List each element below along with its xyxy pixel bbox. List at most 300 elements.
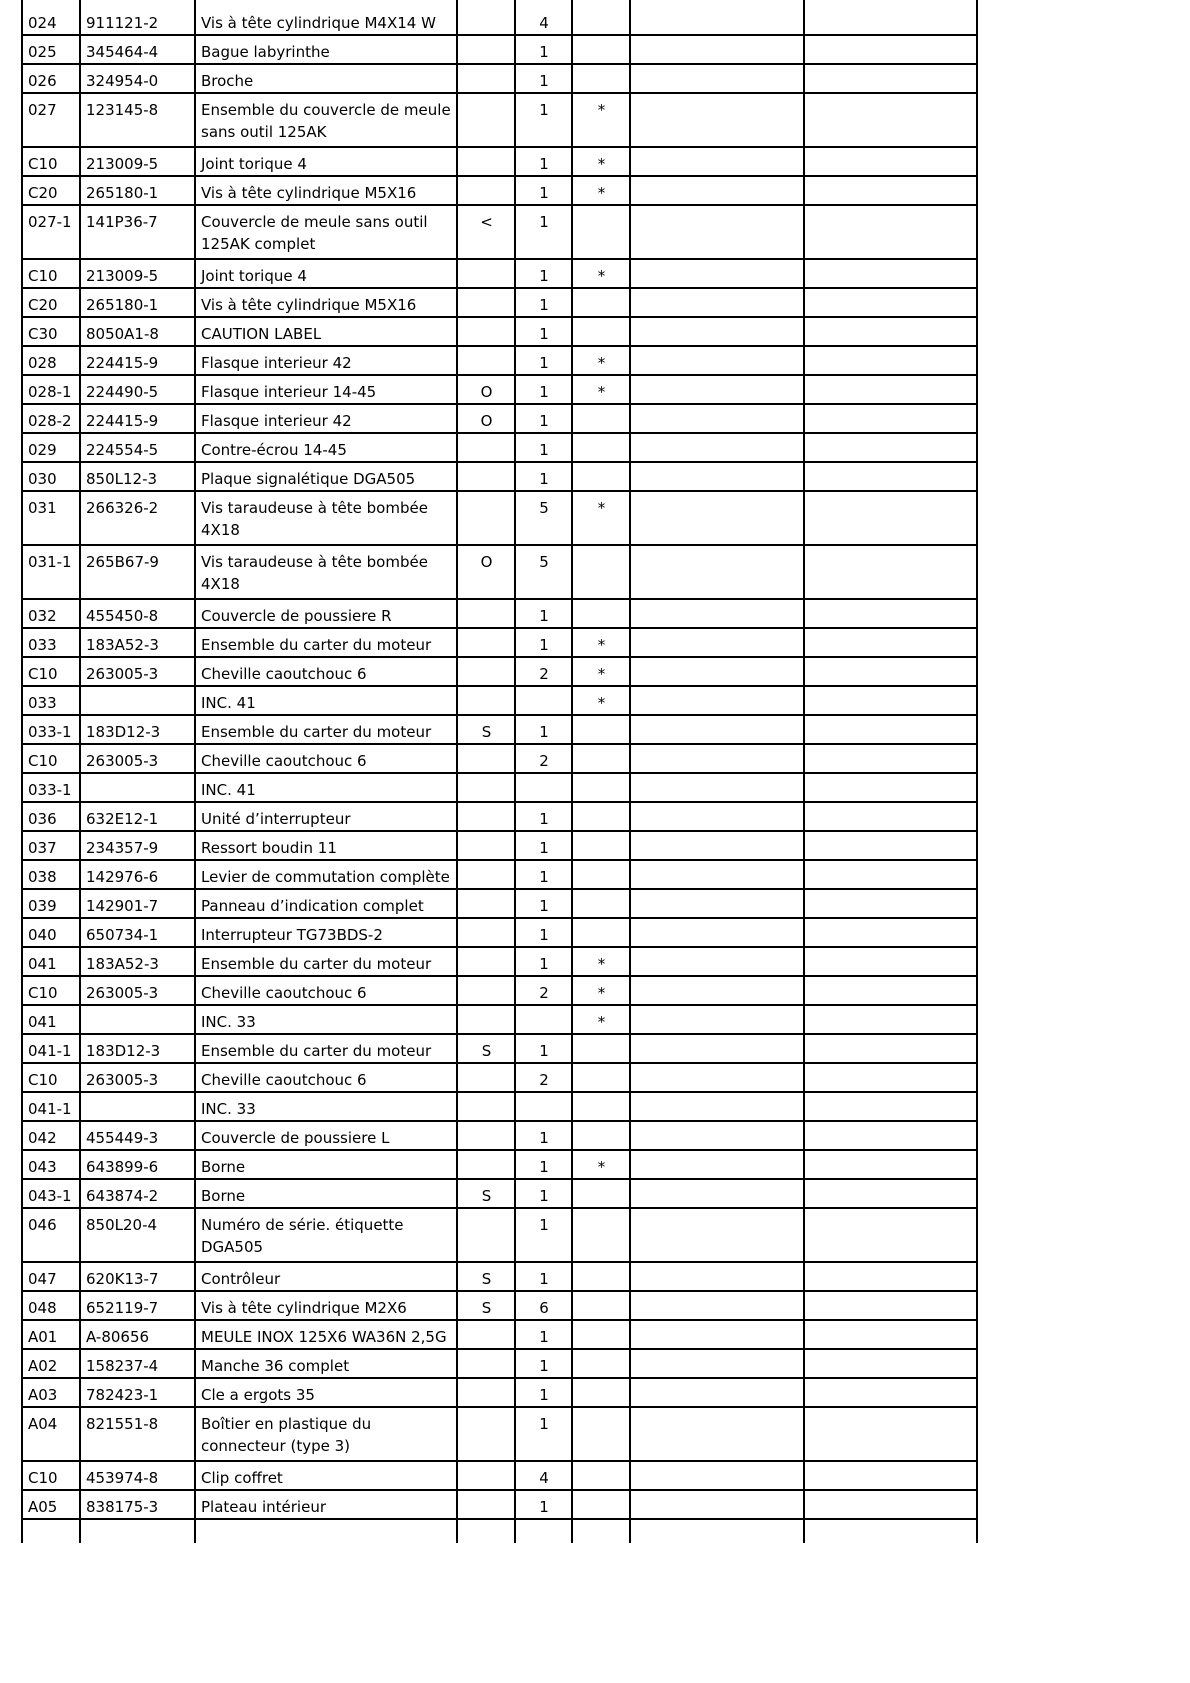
item-number-cell: 033-1 (22, 715, 80, 744)
empty-cell (804, 1150, 977, 1179)
empty-cell (630, 176, 804, 205)
empty-cell (804, 1208, 977, 1262)
note-code-cell: O (457, 404, 515, 433)
part-number-cell: 643899-6 (80, 1150, 195, 1179)
item-number-cell: C10 (22, 147, 80, 176)
item-number-cell: C10 (22, 1461, 80, 1490)
part-number-cell: 911121-2 (80, 0, 195, 35)
empty-cell (80, 1519, 195, 1543)
empty-cell (630, 802, 804, 831)
empty-cell (804, 1349, 977, 1378)
part-number-cell: 650734-1 (80, 918, 195, 947)
mark-cell (572, 1461, 630, 1490)
empty-cell (804, 1407, 977, 1461)
table-row (22, 628, 977, 657)
table-row (22, 147, 977, 176)
part-number-cell: 213009-5 (80, 147, 195, 176)
empty-cell (804, 802, 977, 831)
table-row (22, 947, 977, 976)
quantity-cell: 1 (515, 1034, 572, 1063)
empty-cell (804, 147, 977, 176)
empty-cell (630, 375, 804, 404)
part-number-cell: 213009-5 (80, 259, 195, 288)
empty-cell (630, 1490, 804, 1519)
quantity-cell: 1 (515, 1490, 572, 1519)
empty-cell (804, 1034, 977, 1063)
empty-cell (630, 831, 804, 860)
table-row (22, 773, 977, 802)
item-number-cell: A02 (22, 1349, 80, 1378)
item-number-cell: 029 (22, 433, 80, 462)
quantity-cell: 1 (515, 1262, 572, 1291)
mark-cell: * (572, 628, 630, 657)
empty-cell (804, 599, 977, 628)
table-row (22, 1349, 977, 1378)
description-cell: Borne (195, 1179, 457, 1208)
quantity-cell: 1 (515, 317, 572, 346)
empty-cell (630, 860, 804, 889)
quantity-cell: 1 (515, 889, 572, 918)
empty-cell (804, 1063, 977, 1092)
mark-cell: * (572, 947, 630, 976)
empty-cell (630, 1121, 804, 1150)
empty-cell (630, 1150, 804, 1179)
description-cell: Joint torique 4 (195, 259, 457, 288)
empty-cell (804, 462, 977, 491)
empty-cell (630, 1349, 804, 1378)
note-code-cell: S (457, 1034, 515, 1063)
mark-cell (572, 1320, 630, 1349)
empty-cell (804, 1121, 977, 1150)
note-code-cell (457, 947, 515, 976)
part-number-cell: 838175-3 (80, 1490, 195, 1519)
empty-cell (630, 93, 804, 147)
quantity-cell: 1 (515, 93, 572, 147)
part-number-cell: 263005-3 (80, 976, 195, 1005)
note-code-cell (457, 433, 515, 462)
quantity-cell: 1 (515, 1150, 572, 1179)
description-cell: Levier de commutation complète (195, 860, 457, 889)
empty-cell (804, 64, 977, 93)
item-number-cell: 032 (22, 599, 80, 628)
description-cell: Cle a ergots 35 (195, 1378, 457, 1407)
part-number-cell: 224415-9 (80, 404, 195, 433)
empty-cell (804, 628, 977, 657)
note-code-cell (457, 802, 515, 831)
empty-cell (804, 433, 977, 462)
quantity-cell: 2 (515, 744, 572, 773)
note-code-cell (457, 918, 515, 947)
description-cell: Plateau intérieur (195, 1490, 457, 1519)
quantity-cell: 1 (515, 947, 572, 976)
quantity-cell: 4 (515, 0, 572, 35)
mark-cell (572, 433, 630, 462)
note-code-cell (457, 93, 515, 147)
empty-cell (515, 1519, 572, 1543)
table-row (22, 1179, 977, 1208)
empty-cell (630, 1461, 804, 1490)
quantity-cell: 1 (515, 715, 572, 744)
mark-cell (572, 1407, 630, 1461)
table-row (22, 1121, 977, 1150)
item-number-cell: 024 (22, 0, 80, 35)
quantity-cell: 1 (515, 599, 572, 628)
part-number-cell: 183A52-3 (80, 947, 195, 976)
empty-cell (804, 404, 977, 433)
description-cell: Boîtier en plastique du connecteur (type 3) (195, 1407, 457, 1461)
description-cell: Clip coffret (195, 1461, 457, 1490)
description-cell: Flasque interieur 42 (195, 346, 457, 375)
item-number-cell: 047 (22, 1262, 80, 1291)
empty-cell (630, 1407, 804, 1461)
table-row (22, 375, 977, 404)
part-number-cell: 345464-4 (80, 35, 195, 64)
mark-cell: * (572, 346, 630, 375)
mark-cell (572, 1034, 630, 1063)
item-number-cell: 038 (22, 860, 80, 889)
mark-cell (572, 1208, 630, 1262)
note-code-cell (457, 288, 515, 317)
part-number-cell: 643874-2 (80, 1179, 195, 1208)
quantity-cell: 1 (515, 628, 572, 657)
mark-cell (572, 0, 630, 35)
part-number-cell: 632E12-1 (80, 802, 195, 831)
mark-cell (572, 288, 630, 317)
empty-cell (630, 715, 804, 744)
item-number-cell: 028-1 (22, 375, 80, 404)
description-cell: Cheville caoutchouc 6 (195, 976, 457, 1005)
table-row (22, 1291, 977, 1320)
item-number-cell: 039 (22, 889, 80, 918)
empty-cell (630, 259, 804, 288)
table-row (22, 491, 977, 545)
quantity-cell: 1 (515, 288, 572, 317)
empty-cell (804, 205, 977, 259)
mark-cell (572, 205, 630, 259)
part-number-cell: 652119-7 (80, 1291, 195, 1320)
description-cell: Vis taraudeuse à tête bombée 4X18 (195, 545, 457, 599)
part-number-cell: 158237-4 (80, 1349, 195, 1378)
description-cell: Numéro de série. étiquette DGA505 (195, 1208, 457, 1262)
quantity-cell: 1 (515, 831, 572, 860)
description-cell: Joint torique 4 (195, 147, 457, 176)
table-row (22, 889, 977, 918)
note-code-cell (457, 831, 515, 860)
note-code-cell (457, 491, 515, 545)
description-cell: Couvercle de poussiere L (195, 1121, 457, 1150)
table-row (22, 918, 977, 947)
quantity-cell: 1 (515, 1121, 572, 1150)
table-row (22, 1262, 977, 1291)
mark-cell: * (572, 491, 630, 545)
description-cell: Vis à tête cylindrique M2X6 (195, 1291, 457, 1320)
mark-cell: * (572, 657, 630, 686)
table-row (22, 317, 977, 346)
item-number-cell: 028 (22, 346, 80, 375)
empty-cell (804, 976, 977, 1005)
empty-cell (630, 1034, 804, 1063)
item-number-cell: 043-1 (22, 1179, 80, 1208)
part-number-cell: 123145-8 (80, 93, 195, 147)
note-code-cell (457, 686, 515, 715)
item-number-cell: A03 (22, 1378, 80, 1407)
table-row (22, 744, 977, 773)
quantity-cell: 6 (515, 1291, 572, 1320)
item-number-cell: 033-1 (22, 773, 80, 802)
empty-cell (804, 545, 977, 599)
quantity-cell: 1 (515, 1407, 572, 1461)
empty-cell (22, 1519, 80, 1543)
description-cell: Flasque interieur 14-45 (195, 375, 457, 404)
description-cell: MEULE INOX 125X6 WA36N 2,5G (195, 1320, 457, 1349)
table-row (22, 288, 977, 317)
item-number-cell: 041 (22, 947, 80, 976)
empty-cell (804, 715, 977, 744)
part-number-cell: 265180-1 (80, 176, 195, 205)
empty-cell (804, 1092, 977, 1121)
description-cell: Couvercle de meule sans outil 125AK complet (195, 205, 457, 259)
note-code-cell (457, 1461, 515, 1490)
part-number-cell: 821551-8 (80, 1407, 195, 1461)
part-number-cell: 265B67-9 (80, 545, 195, 599)
item-number-cell: A05 (22, 1490, 80, 1519)
empty-cell (630, 889, 804, 918)
quantity-cell: 1 (515, 433, 572, 462)
mark-cell (572, 773, 630, 802)
note-code-cell (457, 628, 515, 657)
mark-cell (572, 1378, 630, 1407)
empty-cell (804, 93, 977, 147)
empty-cell (630, 1378, 804, 1407)
description-cell: Ressort boudin 11 (195, 831, 457, 860)
empty-cell (804, 686, 977, 715)
table-row (22, 1150, 977, 1179)
description-cell: Couvercle de poussiere R (195, 599, 457, 628)
empty-cell (804, 176, 977, 205)
mark-cell: * (572, 93, 630, 147)
mark-cell (572, 35, 630, 64)
description-cell: Ensemble du carter du moteur (195, 715, 457, 744)
quantity-cell: 1 (515, 346, 572, 375)
note-code-cell (457, 1063, 515, 1092)
description-cell: Borne (195, 1150, 457, 1179)
mark-cell: * (572, 976, 630, 1005)
quantity-cell (515, 1092, 572, 1121)
empty-cell (804, 1291, 977, 1320)
item-number-cell: 033 (22, 628, 80, 657)
note-code-cell (457, 889, 515, 918)
empty-cell (804, 1179, 977, 1208)
quantity-cell: 1 (515, 1320, 572, 1349)
empty-cell (457, 1519, 515, 1543)
mark-cell (572, 918, 630, 947)
note-code-cell (457, 1092, 515, 1121)
note-code-cell (457, 1490, 515, 1519)
table-row (22, 976, 977, 1005)
quantity-cell: 1 (515, 860, 572, 889)
quantity-cell: 1 (515, 404, 572, 433)
item-number-cell: 026 (22, 64, 80, 93)
note-code-cell: S (457, 715, 515, 744)
quantity-cell: 1 (515, 35, 572, 64)
item-number-cell: C10 (22, 976, 80, 1005)
table-row (22, 802, 977, 831)
description-cell: Vis à tête cylindrique M5X16 (195, 176, 457, 205)
empty-cell (630, 1063, 804, 1092)
mark-cell (572, 744, 630, 773)
item-number-cell: 041-1 (22, 1034, 80, 1063)
empty-cell (630, 147, 804, 176)
empty-cell (630, 1092, 804, 1121)
description-cell: Contre-écrou 14-45 (195, 433, 457, 462)
empty-cell (804, 0, 977, 35)
empty-cell (804, 1490, 977, 1519)
quantity-cell: 1 (515, 1208, 572, 1262)
quantity-cell: 1 (515, 375, 572, 404)
mark-cell (572, 462, 630, 491)
mark-cell (572, 1291, 630, 1320)
note-code-cell: O (457, 375, 515, 404)
quantity-cell: 2 (515, 657, 572, 686)
quantity-cell: 1 (515, 918, 572, 947)
table-row (22, 433, 977, 462)
item-number-cell: A04 (22, 1407, 80, 1461)
empty-cell (804, 831, 977, 860)
description-cell: Ensemble du carter du moteur (195, 628, 457, 657)
empty-cell (630, 976, 804, 1005)
description-cell: INC. 41 (195, 686, 457, 715)
note-code-cell (457, 744, 515, 773)
empty-cell (630, 1179, 804, 1208)
mark-cell (572, 860, 630, 889)
mark-cell: * (572, 686, 630, 715)
mark-cell (572, 1179, 630, 1208)
mark-cell: * (572, 259, 630, 288)
mark-cell (572, 889, 630, 918)
part-number-cell: 324954-0 (80, 64, 195, 93)
description-cell: INC. 33 (195, 1092, 457, 1121)
mark-cell (572, 404, 630, 433)
empty-cell (804, 35, 977, 64)
quantity-cell: 1 (515, 259, 572, 288)
empty-cell (630, 657, 804, 686)
table-row-empty (22, 1519, 977, 1543)
empty-cell (630, 628, 804, 657)
part-number-cell: 8050A1-8 (80, 317, 195, 346)
part-number-cell: 234357-9 (80, 831, 195, 860)
table-row (22, 346, 977, 375)
mark-cell (572, 1121, 630, 1150)
mark-cell (572, 1092, 630, 1121)
mark-cell (572, 599, 630, 628)
part-number-cell: 142901-7 (80, 889, 195, 918)
mark-cell (572, 831, 630, 860)
description-cell: Vis à tête cylindrique M5X16 (195, 288, 457, 317)
item-number-cell: 040 (22, 918, 80, 947)
quantity-cell: 1 (515, 64, 572, 93)
note-code-cell (457, 1121, 515, 1150)
note-code-cell (457, 599, 515, 628)
description-cell: Bague labyrinthe (195, 35, 457, 64)
note-code-cell (457, 1208, 515, 1262)
note-code-cell (457, 657, 515, 686)
empty-cell (630, 1005, 804, 1034)
empty-cell (804, 1461, 977, 1490)
empty-cell (630, 346, 804, 375)
table-row (22, 599, 977, 628)
mark-cell (572, 1063, 630, 1092)
table-row (22, 545, 977, 599)
parts-table-body (22, 0, 977, 1543)
item-number-cell: 041-1 (22, 1092, 80, 1121)
note-code-cell: S (457, 1262, 515, 1291)
item-number-cell: C10 (22, 259, 80, 288)
item-number-cell: 025 (22, 35, 80, 64)
empty-cell (630, 404, 804, 433)
table-row (22, 1034, 977, 1063)
part-number-cell: 620K13-7 (80, 1262, 195, 1291)
item-number-cell: 031-1 (22, 545, 80, 599)
empty-cell (804, 918, 977, 947)
item-number-cell: C20 (22, 288, 80, 317)
parts-table (21, 0, 978, 1543)
table-row (22, 1208, 977, 1262)
empty-cell (804, 288, 977, 317)
quantity-cell (515, 1005, 572, 1034)
item-number-cell: 037 (22, 831, 80, 860)
item-number-cell: A01 (22, 1320, 80, 1349)
mark-cell: * (572, 147, 630, 176)
description-cell: Vis taraudeuse à tête bombée 4X18 (195, 491, 457, 545)
table-row (22, 35, 977, 64)
note-code-cell (457, 1407, 515, 1461)
note-code-cell (457, 1005, 515, 1034)
note-code-cell (457, 860, 515, 889)
item-number-cell: 043 (22, 1150, 80, 1179)
mark-cell (572, 64, 630, 93)
part-number-cell: 142976-6 (80, 860, 195, 889)
empty-cell (804, 1262, 977, 1291)
empty-cell (804, 1320, 977, 1349)
empty-cell (804, 860, 977, 889)
empty-cell (804, 346, 977, 375)
description-cell: Ensemble du couvercle de meule sans outil 125AK (195, 93, 457, 147)
mark-cell: * (572, 375, 630, 404)
empty-cell (804, 1378, 977, 1407)
item-number-cell: C10 (22, 744, 80, 773)
empty-cell (804, 317, 977, 346)
empty-cell (630, 1519, 804, 1543)
table-row (22, 93, 977, 147)
empty-cell (630, 1320, 804, 1349)
table-row (22, 1490, 977, 1519)
part-number-cell: 183D12-3 (80, 715, 195, 744)
note-code-cell (457, 35, 515, 64)
table-row (22, 657, 977, 686)
table-row (22, 715, 977, 744)
mark-cell: * (572, 176, 630, 205)
item-number-cell: 036 (22, 802, 80, 831)
quantity-cell (515, 773, 572, 802)
empty-cell (804, 259, 977, 288)
item-number-cell: 031 (22, 491, 80, 545)
item-number-cell: 041 (22, 1005, 80, 1034)
note-code-cell (457, 259, 515, 288)
empty-cell (630, 545, 804, 599)
part-number-cell: 266326-2 (80, 491, 195, 545)
description-cell: Vis à tête cylindrique M4X14 W (195, 0, 457, 35)
mark-cell (572, 802, 630, 831)
